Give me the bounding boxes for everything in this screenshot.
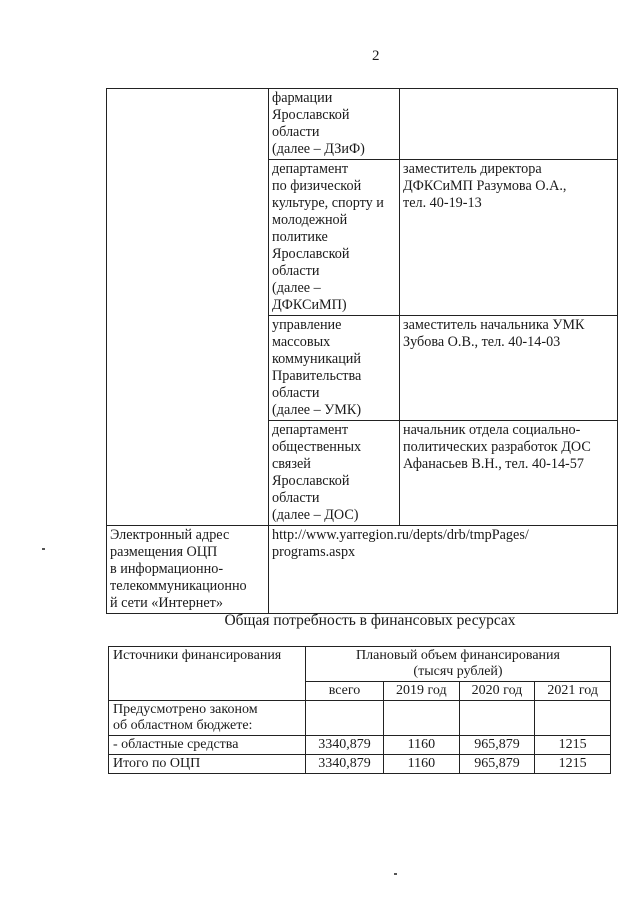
table-row [109, 701, 611, 736]
finance-table [108, 646, 611, 774]
organization-cell: департамент по физической культуре, спорту и молодежной политике Ярославской области (далее – ДФКСиМП) [269, 160, 400, 316]
organization-cell: фармации Ярославской области (далее – ДЗиФ) [269, 89, 400, 160]
contact-cell [400, 89, 618, 160]
contact-cell: заместитель начальника УМК Зубова О.В., тел. 40-14-03 [400, 316, 618, 421]
source-header: Источники финансирования [109, 647, 306, 701]
row-label: Предусмотрено законом об областном бюджете: [109, 701, 306, 736]
column-header: 2019 год [384, 682, 460, 701]
value-cell: 1215 [535, 736, 611, 755]
scan-speck [42, 548, 45, 550]
table-row [107, 89, 618, 160]
contact-cell: заместитель директора ДФКСиМП Разумова О.А., тел. 40-19-13 [400, 160, 618, 316]
column-header: 2020 год [459, 682, 535, 701]
value-cell: 3340,879 [306, 755, 384, 774]
value-cell: 1160 [384, 736, 460, 755]
row-label: Итого по ОЦП [109, 755, 306, 774]
column-header: 2021 год [535, 682, 611, 701]
organization-cell: департамент общественных связей Ярославской области (далее – ДОС) [269, 421, 400, 526]
value-cell [459, 701, 535, 736]
table-row [107, 526, 618, 614]
value-cell [384, 701, 460, 736]
value-cell: 1160 [384, 755, 460, 774]
scan-speck [394, 873, 397, 875]
empty-label-cell [107, 89, 269, 526]
finance-heading: Общая потребность в финансовых ресурсах [224, 612, 516, 629]
table-row [109, 755, 611, 774]
value-cell: 1215 [535, 755, 611, 774]
page-number: 2 [372, 48, 380, 64]
organization-cell: управление массовых коммуникаций Правительства области (далее – УМК) [269, 316, 400, 421]
value-cell: 965,879 [459, 755, 535, 774]
address-link[interactable]: http://www.yarregion.ru/depts/drb/tmpPages/ programs.aspx [269, 526, 618, 614]
value-cell [535, 701, 611, 736]
value-cell: 965,879 [459, 736, 535, 755]
contact-cell: начальник отдела социально- политических разработок ДОС Афанасьев В.Н., тел. 40-14-57 [400, 421, 618, 526]
table-header-row [109, 647, 611, 682]
column-header: всего [306, 682, 384, 701]
plan-header: Плановый объем финансирования (тысяч рублей) [306, 647, 611, 682]
value-cell [306, 701, 384, 736]
row-label: - областные средства [109, 736, 306, 755]
value-cell: 3340,879 [306, 736, 384, 755]
responsible-contacts-table [106, 88, 618, 614]
table-row [109, 736, 611, 755]
address-label-cell: Электронный адрес размещения ОЦП в информационно- телекоммуникационно й сети «Интернет» [107, 526, 269, 614]
